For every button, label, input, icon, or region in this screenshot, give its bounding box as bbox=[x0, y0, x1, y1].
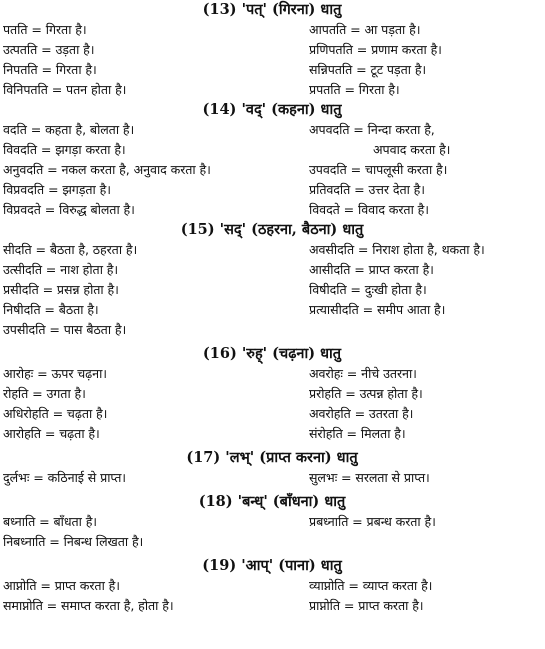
section-rows bbox=[3, 240, 541, 340]
list-item: प्ररोहति = उत्पन्न होता है। bbox=[309, 386, 423, 401]
list-item: विनिपतति = पतन होता है। bbox=[3, 82, 127, 97]
list-item: निपतति = गिरता है। bbox=[3, 62, 97, 77]
section-rows bbox=[3, 120, 541, 220]
list-item: प्रपतति = गिरता है। bbox=[309, 82, 400, 97]
section-rows bbox=[3, 20, 541, 100]
left-column bbox=[3, 468, 308, 488]
list-item: प्राप्नोति = प्राप्त करता है। bbox=[309, 598, 424, 613]
right-column bbox=[309, 364, 541, 444]
list-item: अपवदति = निन्दा करता है, bbox=[309, 122, 435, 137]
list-item: निषीदति = बैठता है। bbox=[3, 302, 99, 317]
section-sad bbox=[3, 220, 541, 340]
section-vad bbox=[3, 100, 541, 220]
list-item: संरोहति = मिलता है। bbox=[309, 426, 406, 441]
list-item: विप्रवदते = विरुद्ध बोलता है। bbox=[3, 202, 135, 217]
section-pat bbox=[3, 0, 541, 100]
list-item: प्रसीदति = प्रसन्न होता है। bbox=[3, 282, 119, 297]
list-item: विवदति = झगड़ा करता है। bbox=[3, 142, 126, 157]
right-column bbox=[309, 468, 541, 488]
list-item: विप्रवदति = झगड़ता है। bbox=[3, 182, 111, 197]
list-item: व्याप्नोति = व्याप्त करता है। bbox=[309, 578, 433, 593]
list-item: उपवदति = चापलूसी करता है। bbox=[309, 162, 448, 177]
left-column bbox=[3, 20, 308, 100]
section-heading: (13) 'पत्' (गिरना) धातु bbox=[202, 1, 342, 18]
list-item: दुर्लभः = कठिनाई से प्राप्त। bbox=[3, 470, 126, 485]
list-item: प्रबध्नाति = प्रबन्ध करता है। bbox=[309, 514, 436, 529]
left-column bbox=[3, 512, 308, 552]
list-item: सुलभः = सरलता से प्राप्त। bbox=[309, 470, 430, 485]
list-item: समाप्नोति = समाप्त करता है, होता है। bbox=[3, 598, 174, 613]
list-item: प्रतिवदति = उत्तर देता है। bbox=[309, 182, 425, 197]
list-item: आरोहः = ऊपर चढ़ना। bbox=[3, 366, 107, 381]
section-ruh bbox=[3, 344, 541, 444]
section-heading: (19) 'आप्' (पाना) धातु bbox=[202, 557, 342, 574]
list-item: विषीदति = दुःखी होता है। bbox=[309, 282, 427, 297]
list-item: प्रत्यासीदति = समीप आता है। bbox=[309, 302, 446, 317]
list-item: प्रणिपतति = प्रणाम करता है। bbox=[309, 42, 442, 57]
right-column bbox=[309, 120, 541, 220]
left-column bbox=[3, 240, 308, 340]
list-item: अवरोहति = उतरता है। bbox=[309, 406, 414, 421]
list-item: सन्निपतति = टूट पड़ता है। bbox=[309, 62, 427, 77]
list-item: अवरोहः = नीचे उतरना। bbox=[309, 366, 417, 381]
list-item: आप्नोति = प्राप्त करता है। bbox=[3, 578, 120, 593]
list-item: उपसीदति = पास बैठता है। bbox=[3, 322, 127, 337]
left-column bbox=[3, 120, 308, 220]
list-item: अवसीदति = निराश होता है, थकता है। bbox=[309, 242, 485, 257]
list-item: विवदते = विवाद करता है। bbox=[309, 202, 429, 217]
list-item: पतति = गिरता है। bbox=[3, 22, 87, 37]
right-column bbox=[309, 240, 541, 340]
list-item: बध्नाति = बाँधता है। bbox=[3, 514, 97, 529]
list-item: उत्पतति = उड़ता है। bbox=[3, 42, 95, 57]
left-column bbox=[3, 364, 308, 444]
section-rows bbox=[3, 576, 541, 616]
section-heading: (17) 'लभ्' (प्राप्त करना) धातु bbox=[186, 449, 358, 466]
right-column bbox=[309, 20, 541, 100]
section-bandh bbox=[3, 492, 541, 552]
list-item: सीदति = बैठता है, ठहरता है। bbox=[3, 242, 138, 257]
section-labh bbox=[3, 448, 541, 488]
list-item: रोहति = उगता है। bbox=[3, 386, 86, 401]
section-heading: (16) 'रुह्' (चढ़ना) धातु bbox=[202, 345, 342, 362]
list-item-continuation: अपवाद करता है। bbox=[373, 142, 451, 157]
section-rows bbox=[3, 364, 541, 444]
list-item: अनुवदति = नकल करता है, अनुवाद करता है। bbox=[3, 162, 211, 177]
right-column bbox=[309, 576, 541, 616]
list-item: अधिरोहति = चढ़ता है। bbox=[3, 406, 108, 421]
right-column bbox=[309, 512, 541, 552]
list-item: आसीदति = प्राप्त करता है। bbox=[309, 262, 434, 277]
section-heading: (18) 'बन्ध्' (बाँधना) धातु bbox=[198, 493, 346, 510]
left-column bbox=[3, 576, 308, 616]
section-aap bbox=[3, 556, 541, 616]
list-item: उत्सीदति = नाश होता है। bbox=[3, 262, 119, 277]
list-item: निबध्नाति = निबन्ध लिखता है। bbox=[3, 534, 144, 549]
section-heading: (15) 'सद्' (ठहरना, बैठना) धातु bbox=[180, 221, 364, 238]
list-item: आरोहति = चढ़ता है। bbox=[3, 426, 100, 441]
section-rows bbox=[3, 512, 541, 552]
section-heading: (14) 'वद्' (कहना) धातु bbox=[202, 101, 342, 118]
list-item: वदति = कहता है, बोलता है। bbox=[3, 122, 135, 137]
section-rows bbox=[3, 468, 541, 488]
list-item: आपतति = आ पड़ता है। bbox=[309, 22, 421, 37]
